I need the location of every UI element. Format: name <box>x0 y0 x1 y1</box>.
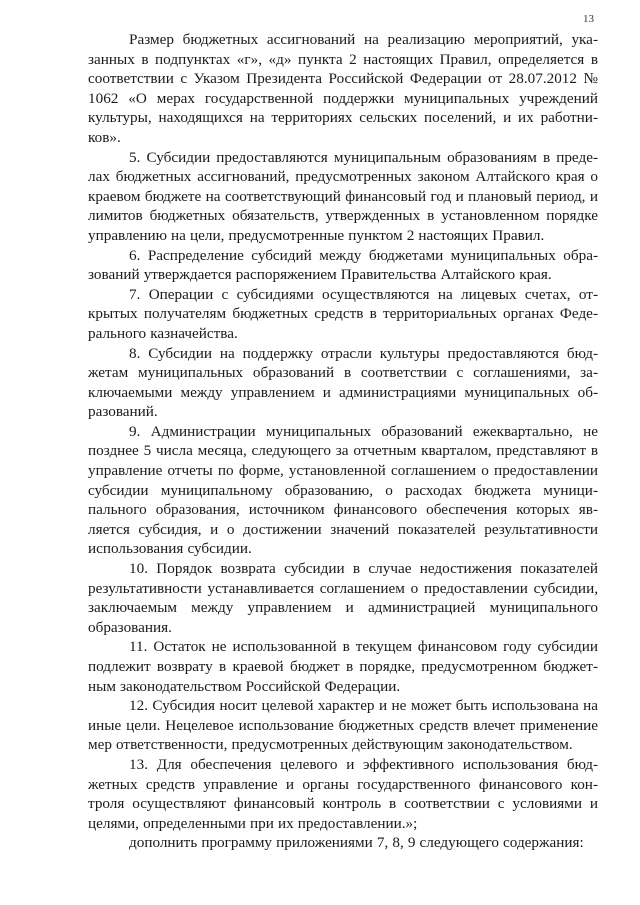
paragraph-item-6: 6. Распределение субсидий между бюджетами муниципальных образований утверждается распоряжением Правительства Алтайского края. <box>88 246 598 284</box>
document-body <box>88 30 598 853</box>
paragraph-item-9: 9. Администрации муниципальных образований ежеквартально, не позднее 5 числа месяца, следующего за отчетным кварталом, представляют в управление отчеты по форме, установленной соглашением о предоставлении субсидии муниципальному образованию, о расходах бюджета муниципального образования, источником финансового обеспечения которых является субсидия, и о достижении значений показателей результативности использования субсидии. <box>88 422 598 558</box>
paragraph-item-5: 5. Субсидии предоставляются муниципальным образованиям в пределах бюджетных ассигнований, предусмотренных законом Алтайского края о краевом бюджете на соответствующий финансовый год и плановый период, и лимитов бюджетных обязательств, утвержденных в установленном порядке управлению на цели, предусмотренные пунктом 2 настоящих Правил. <box>88 148 598 244</box>
paragraph-budget-allocation: Размер бюджетных ассигнований на реализацию мероприятий, указанных в подпунктах «г», «д» пункта 2 настоящих Правил, определяется в соответствии с Указом Президента Российской Федерации от 28.07.2012 № 1062 «О мерах государственной поддержки муниципальных учреждений культуры, находящихся на территориях сельских поселений, и их работников». <box>88 31 598 146</box>
paragraph-item-8: 8. Субсидии на поддержку отрасли культуры предоставляются бюджетам муниципальных образований в соответствии с соглашениями, заключаемыми между управлением и администрациями муниципальных образований. <box>88 344 598 421</box>
paragraph-item-11: 11. Остаток не использованной в текущем финансовом году субсидии подлежит возврату в краевой бюджет в порядке, предусмотренном бюджетным законодательством Российской Федерации. <box>88 638 598 695</box>
paragraph-item-13: 13. Для обеспечения целевого и эффективного использования бюджетных средств управление и органы государственного финансового контроля осуществляют финансовый контроль в соответствии с условиями и целями, определенными при их предоставлении.»; <box>88 755 598 832</box>
paragraph-item-10: 10. Порядок возврата субсидии в случае недостижения показателей результативности устанавливается соглашением о предоставлении субсидии, заключаемым между управлением и администрацией муниципального образования. <box>88 560 598 636</box>
paragraph-item-12: 12. Субсидия носит целевой характер и не может быть использована на иные цели. Нецелевое использование бюджетных средств влечет применение мер ответственности, предусмотренных действующим законодательством. <box>88 697 598 754</box>
paragraph-item-7: 7. Операции с субсидиями осуществляются на лицевых счетах, открытых получателям бюджетных средств в территориальных органах Федерального казначейства. <box>88 285 598 342</box>
paragraph-closing: дополнить программу приложениями 7, 8, 9 следующего содержания: <box>129 834 584 852</box>
page-number: 13 <box>583 13 594 25</box>
